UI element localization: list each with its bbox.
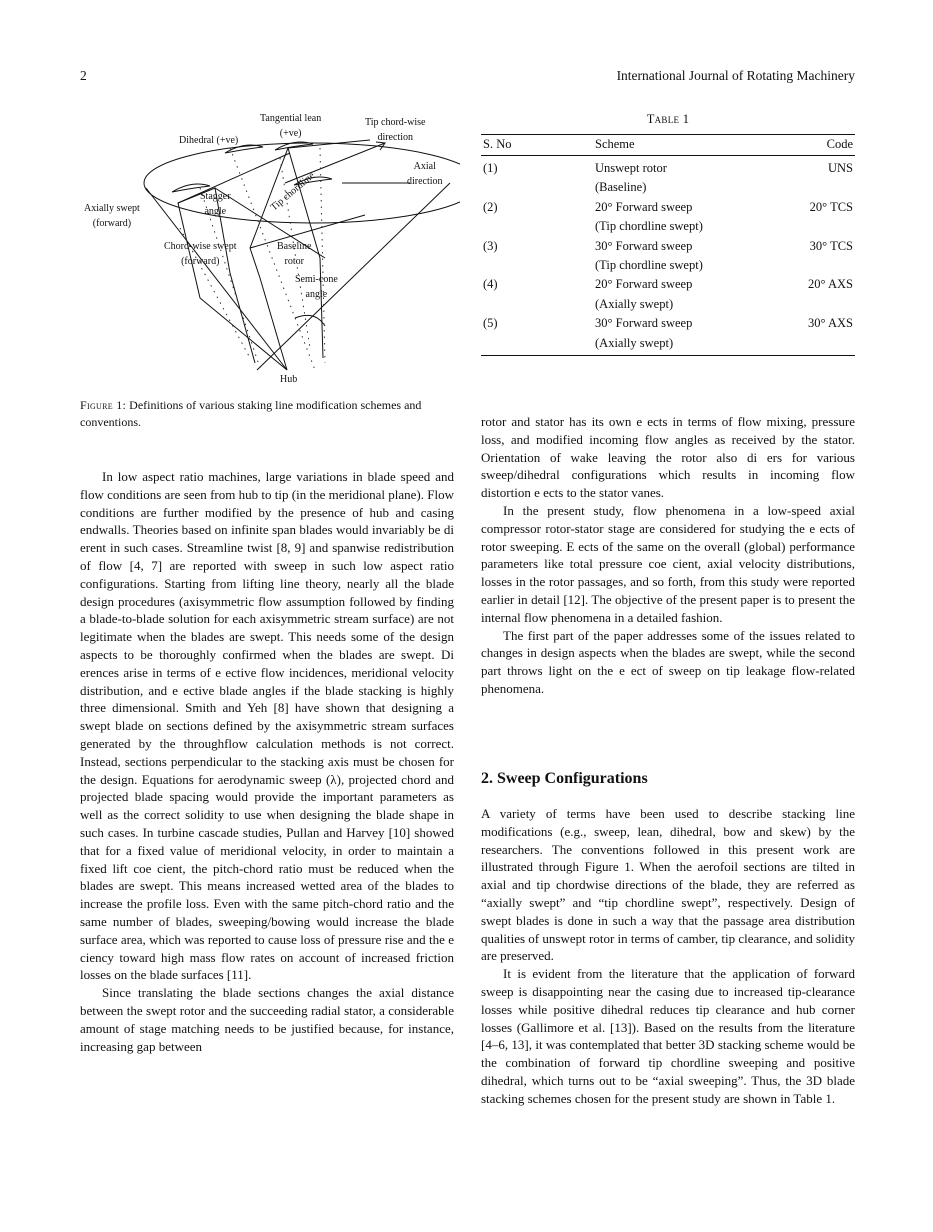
label-tip-chordwise: Tip chord-wise direction: [365, 117, 426, 143]
right-column-top: [481, 413, 855, 698]
table-row: (Baseline): [595, 180, 647, 195]
table-1: [481, 112, 855, 356]
page-number: 2: [80, 68, 87, 83]
table-row: (Tip chordline swept): [595, 219, 703, 234]
figure-caption-label: Figure 1:: [80, 398, 127, 412]
paragraph: rotor and stator has its own e ects in terms of flow mixing, pressure loss, and modified incoming flow angles as received by the stator. Orientation of wake leaving the rotor also di ers for various sweep/dihedral configurations which results in incoming flow distortion e ects to the stator vanes.: [481, 414, 855, 501]
table-row: (3) 30° Forward sweep 30° TCS: [483, 238, 853, 253]
schemes-table: [481, 134, 855, 356]
cone-right-side: [257, 183, 450, 370]
figure-1: [80, 108, 460, 390]
paragraph: In the present study, flow phenomena in a low-speed axial compressor rotor-stator stage are considered for studying the e ects of rotor sweeping. E ects of the same on the overall (global) performance parameters like total pressure coe cient, axial velocity distributions, losses in the rotor passages, and so forth, from this study were reported earlier in detail [12]. The objective of the present paper is to present the internal flow phenomena in a detailed fashion.: [481, 502, 855, 625]
paragraph: Since translating the blade sections changes the axial distance between the swept rotor and the succeeding radial stator, a considerable amount of stage matching needs to be justified because, for instance, increasing gap between: [80, 985, 454, 1054]
header-code: Code: [771, 135, 855, 156]
section-heading: 2. Sweep Configurations: [481, 770, 648, 787]
journal-title: International Journal of Rotating Machinery: [616, 68, 855, 83]
header-scheme: Scheme: [593, 135, 771, 156]
label-dihedral: Dihedral (+ve): [179, 135, 239, 146]
paragraph: It is evident from the literature that the application of forward sweep is disappointing near the casing due to increased tip-clearance losses while positive dihedral reduces tip clearance and hub corner losses (Gallimore et al. [13]). Based on the results from the literature [4–6, 13], it was contemplated that better 3D stacking scheme would be the combination of forward tip chordline sweeping and positive dihedral, which turns out to be “axial sweeping”. Thus, the 3D blade stacking schemes chosen for the present study are shown in Table 1.: [481, 966, 855, 1106]
table-row: (5) 30° Forward sweep 30° AXS: [483, 316, 853, 331]
paragraph: The first part of the paper addresses some of the issues related to changes in design aspects when the blades are swept, while the second part throws light on the e ect of sweep on tip leakage flow-related phenomena.: [481, 627, 855, 696]
table-row: (Axially swept): [595, 296, 674, 311]
table-row: (Axially swept): [481, 334, 855, 356]
label-axial-direction: Axial direction: [407, 161, 443, 187]
figure-caption-text: Definitions of various staking line modification schemes and conventions.: [80, 398, 422, 430]
label-stagger-angle: Stagger angle: [200, 191, 231, 217]
label-axially-swept: Axially swept (forward): [84, 203, 140, 229]
label-tip-chordline: Tip chordline: [268, 170, 317, 214]
table-row: (1) Unswept rotor UNS: [483, 161, 853, 175]
swept-blade: [178, 188, 287, 370]
table-row: (4) 20° Forward sweep 20° AXS: [483, 277, 853, 292]
figure-1-drawing: [80, 108, 460, 390]
table-header-row: [481, 135, 855, 156]
header-sno: S. No: [481, 135, 593, 156]
label-tangential-lean: Tangential lean (+ve): [260, 113, 322, 139]
table-row: (Tip chordline swept): [595, 258, 703, 273]
label-hub: Hub: [280, 374, 298, 385]
label-semicone-angle: Semi-cone angle: [295, 274, 338, 300]
left-column: [80, 468, 454, 1055]
paragraph: In low aspect ratio machines, large variations in blade speed and flow conditions are seen from hub to tip (in the meridional plane). Flow conditions are further modified by the presence of hub and casing endwalls. Theories based on infinite span blades would invariably be di erent in such cases. Streamline twist [8, 9] and spanwise redistribution of flow [4, 7] are reported with sweep in such low aspect ratio configurations. Starting from lifting line theory, nearly all the blade design procedures (axisymmetric flow assumption followed by finding a blade-to-blade solution for each axisymmetric stream surface) are not legitimate when the blades are swept. This needs some of the design aspects to be thoroughly confirmed when the blades are swept. Di erences arise in terms of e ective flow incidences, meridional velocity distribution, and e ective blade angles if the blade stacking is highly three dimensional. Smith and Yeh [8] have shown that designing a swept blade on sections defined by the axisymmetric stream surfaces generated by the throughflow calculation methods is not correct. Instead, sections perpendicular to the stacking axis must be chosen for the design. Equations for aerodynamic sweep (λ), projected chord and projected blade spacing would provide the important parameters as well as the correct solidity to use when designing the blade shape in such cases. In turbine cascade studies, Pullan and Harvey [10] showed that for a fixed value of meridional velocity, in order to maintain a fixed lift coe cient, the pitch-chord ratio must be reduced when the blades are swept. This means increased wetted area of the blades to increase the profile loss. Even with the same pitch-chord ratio and the same number of blades, sweeping/bowing would increase the blade surface area, which was reported to cause loss of pressure rise and the e ciency toward high mass flow rates on account of increased friction losses on the blade surfaces [11].: [80, 469, 454, 983]
label-chordwise-swept: Chord-wise swept (forward): [164, 241, 237, 267]
table-title: Table 1: [646, 112, 690, 126]
paragraph: A variety of terms have been used to describe stacking line modifications (e.g., sweep, lean, dihedral, bow and skew) by the researchers. The conventions followed in this present work are illustrated through Figure 1. When the aerofoil sections are tilted in axial and tip chordwise directions of the blade, they are referred as “axially swept” and “tip chordline swept”, respectively. Design of swept blades is done in such a way that the passage area distribution qualities of unswept rotor in terms of camber, tip clearance, and solidity are preserved.: [481, 806, 855, 964]
figure-caption: [80, 397, 454, 432]
table-row: (2) 20° Forward sweep 20° TCS: [483, 199, 853, 214]
right-column-bottom: [481, 805, 855, 1108]
label-baseline-rotor: Baseline rotor: [277, 241, 312, 267]
